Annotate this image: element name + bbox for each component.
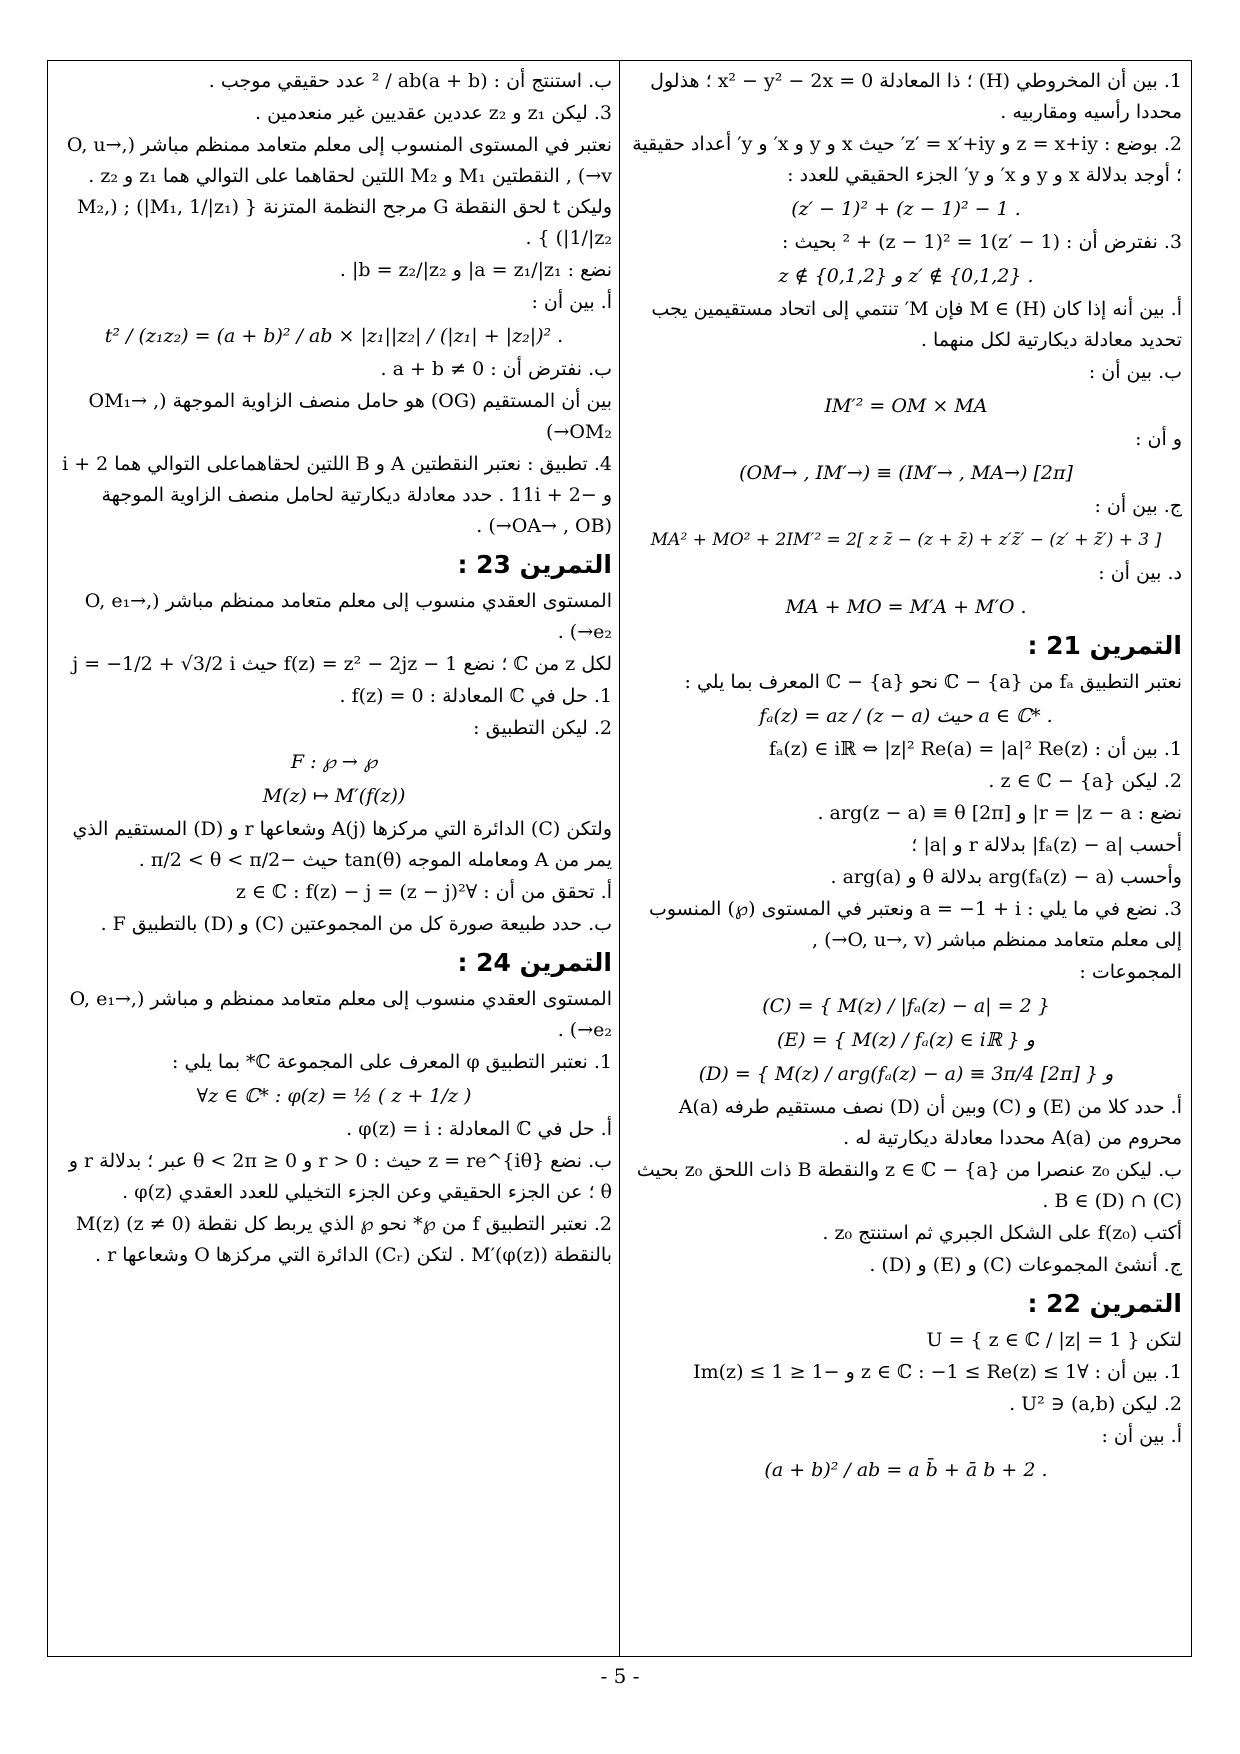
column-divider: [619, 60, 620, 1657]
exercise-22-title: التمرين 22 :: [1027, 1289, 1182, 1318]
page-number: - 5 -: [600, 1664, 640, 1688]
r-q2a: 2. بوضع : z = x+iy و z′ = x′+iy′ حيث x و y و x′ و y′ أعداد حقيقية ؛ أوجد بدلالة x و y و x′ و y′ الجزء الحقيقي للعدد :: [632, 133, 1182, 186]
l-q3: 3. ليكن z₁ و z₂ عددين عقديين غير منعدمين .: [255, 102, 612, 124]
ex24-q1-math: ∀z ∈ ℂ* : φ(z) = ½ ( z + 1/z ): [196, 1085, 472, 1107]
ex21-q3-b2: أكتب f(z₀) على الشكل الجبري ثم استنتج z₀ .: [822, 1222, 1182, 1244]
r-q3-b-and: و أن :: [1135, 428, 1182, 450]
ex21-intro: نعتبر التطبيق fₐ من ℂ − {a} نحو ℂ − {a} المعرف بما يلي :: [684, 671, 1182, 693]
r-q3-a: أ. بين أنه إذا كان M ∈ (H) فإن M′ تنتمي إلى اتحاد مستقيمين يجب تحديد معادلة ديكارتية لكل منهما .: [651, 298, 1182, 351]
r-q3-math: z ∉ {0,1,2} و z′ ∉ {0,1,2} .: [778, 265, 1034, 287]
r-q3-d-math: MA + MO = M′A + M′O .: [785, 596, 1027, 618]
r-q2-math: (z′ − 1)² + (z − 1)² − 1 .: [791, 198, 1021, 220]
ex21-def: fₐ(z) = az / (z − a) حيث a ∈ ℂ* .: [759, 705, 1053, 727]
ex22-q2-a-label: أ. بين أن :: [1101, 1425, 1182, 1447]
r-q3-c-label: ج. بين أن :: [1094, 495, 1182, 517]
r-q3-d-label: د. بين أن :: [1098, 562, 1182, 584]
ex21-q2-c2: وأحسب arg(fₐ(z) − a) بدلالة θ و arg(a) .: [830, 866, 1182, 888]
ex21-q3-c: ج. أنشئ المجموعات (C) و (E) و (D) .: [869, 1254, 1182, 1276]
r-q3-c-math: MA² + MO² + 2IM′² = 2[ z z̄ − (z + z̄) + z′z̄′ − (z′ + z̄′) + 3 ]: [650, 530, 1162, 550]
ex24-intro: المستوى العقدي منسوب إلى معلم متعامد ممنظم و مباشر (O, e₁→, e₂→) .: [69, 988, 612, 1041]
l-q3-set: نضع : a = z₁/|z₁| و b = z₂/|z₂| .: [339, 259, 612, 281]
ex21-q2: 2. ليكن z ∈ ℂ − {a} .: [988, 770, 1182, 792]
exercise-21-title: التمرين 21 :: [1027, 631, 1182, 660]
r-q3-b-math1: IM′² = OM × MA: [824, 395, 988, 417]
right-column: [630, 66, 1182, 1651]
exercise-23-title: التمرين 23 :: [457, 550, 612, 579]
l-b-deduce: ب. استنتج أن : (a + b)² / ab عدد حقيقي موجب .: [208, 70, 612, 92]
l-q3-b2: ب. نفترض أن : a + b ≠ 0 .: [380, 358, 612, 380]
ex23-def: لكل z من ℂ ؛ نضع f(z) = z² − 2jz − 1 حيث j = −1/2 + √3/2 i: [72, 653, 612, 675]
ex21-set-e: (E) = { M(z) / fₐ(z) ∈ iℝ } و: [777, 1029, 1035, 1051]
l-q3-a-math: t² / (z₁z₂) = (a + b)² / ab × |z₁||z₂| / (|z₁| + |z₂|)² .: [104, 325, 564, 347]
ex24-q1-a: أ. حل في ℂ المعادلة : φ(z) = i .: [346, 1118, 612, 1140]
ex21-set-c: (C) = { M(z) / |fₐ(z) − a| = 2 }: [762, 995, 1050, 1017]
ex22-q2: 2. ليكن (a,b) ∈ U² .: [1009, 1393, 1182, 1415]
ex22-intro: لتكن U = { z ∈ ℂ / |z| = 1 }: [926, 1329, 1182, 1351]
ex23-q1: 1. حل في ℂ المعادلة : f(z) = 0 .: [339, 685, 612, 707]
left-column: [56, 66, 612, 1651]
ex22-q1: 1. بين أن : ∀z ∈ ℂ : −1 ≤ Re(z) ≤ 1 و −1 ≤ Im(z) ≤ 1: [693, 1361, 1182, 1383]
ex23-intro: المستوى العقدي منسوب إلى معلم متعامد ممنظم مباشر (O, e₁→, e₂→) .: [84, 590, 612, 643]
ex21-q1: 1. بين أن : fₐ(z) ∈ iℝ ⇔ |z|² Re(a) = |a|² Re(z): [769, 738, 1182, 760]
l-q3-b2-t: بين أن المستقيم (OG) هو حامل منصف الزاوية الموجهة (OM₁→ , OM₂→): [88, 390, 612, 443]
ex23-q2-b: ب. حدد طبيعة صورة كل من المجموعتين (C) و (D) بالتطبيق F .: [100, 913, 612, 935]
ex21-set-d: (D) = { M(z) / arg(fₐ(z) − a) ≡ 3π/4 [2π] } و: [698, 1063, 1114, 1085]
ex22-q2-a-math: (a + b)² / ab = a b̄ + ā b + 2 .: [764, 1459, 1048, 1481]
ex23-q2-a: أ. تحقق من أن : ∀z ∈ ℂ : f(z) − j = (z − j)²: [235, 881, 612, 903]
ex23-map1: F : ℘ → ℘: [290, 751, 378, 773]
ex21-q3-sets: المجموعات :: [1079, 961, 1182, 983]
ex21-q3-a: أ. حدد كلا من (E) و (C) وبين أن (D) نصف مستقيم طرفه A(a) محروم من A(a) محددا معادلة ديكارتية له .: [678, 1096, 1182, 1149]
ex23-map2: M(z) ↦ M′(f(z)): [262, 785, 406, 807]
r-q3a: 3. نفترض أن : (z′ − 1)² + (z − 1)² = 1 بحيث :: [782, 231, 1182, 253]
ex24-q2: 2. نعتبر التطبيق f من ℘* نحو ℘ الذي يربط كل نقطة M(z) (z ≠ 0) بالنقطة M′(φ(z)) . لتكن (Cᵣ) الدائرة التي مركزها O وشعاعها r .: [75, 1213, 612, 1266]
ex21-q2-set: نضع : r = |z − a| و arg(z − a) ≡ θ [2π] .: [817, 802, 1182, 824]
ex23-q2-t: ولتكن (C) الدائرة التي مركزها A(j) وشعاعها r و (D) المستقيم الذي يمر من A ومعامله الموجه tan(θ) حيث −π/2 < θ < π/2 .: [72, 818, 612, 871]
r-q3-b-math2: (OM→ , IM′→) ≡ (IM′→ , MA→) [2π]: [739, 462, 1073, 484]
l-q3-a-label: أ. بين أن :: [531, 291, 612, 313]
r-q1: 1. بين أن المخروطي (H) ؛ ذا المعادلة x² − y² − 2x = 0 ؛ هذلول محددا رأسيه ومقاربيه .: [650, 70, 1182, 123]
ex21-q3-b: ب. ليكن z₀ عنصرا من z ∈ ℂ − {a} والنقطة B ذات اللحق z₀ بحيث B ∈ (D) ∩ (C) .: [636, 1159, 1182, 1212]
ex21-q2-c1: أحسب |fₐ(z) − a| بدلالة r و |a| ؛: [911, 834, 1182, 856]
exercise-24-title: التمرين 24 :: [457, 948, 612, 977]
ex24-q1-b: ب. نضع z = re^{iθ} حيث : r > 0 و 0 ≤ θ < 2π عبر ؛ بدلالة r و θ ؛ عن الجزء الحقيقي وعن الجزء التخيلي للعدد العقدي φ(z) .: [68, 1150, 612, 1203]
ex21-q3: 3. نضع في ما يلي : a = −1 + i ونعتبر في المستوى (℘) المنسوب إلى معلم متعامد ممنظم مباشر (O, u→, v→) ,: [648, 898, 1182, 951]
r-q3-b-label: ب. بين أن :: [1088, 361, 1182, 383]
l-q4: 4. تطبيق : نعتبر النقطتين A و B اللتين لحقاهماعلى التوالي هما 2 + i و −2 + 11i . حدد معادلة ديكارتية لحامل منصف الزاوية الموجهة (OA→ , OB→) .: [62, 453, 612, 537]
l-q3-b: نعتبر في المستوى المنسوب إلى معلم متعامد ممنظم مباشر (O, u→, v→) , النقطتين M₁ و M₂ اللتين لحقاهما على التوالي هما z₁ و z₂ . وليكن t لحق النقطة G مرجح النظمة المتزنة { (M₁, 1/|z₁|) ; (M₂, 1/|z₂|) } .: [66, 134, 612, 249]
ex23-q2: 2. ليكن التطبيق :: [473, 717, 612, 739]
ex24-q1: 1. نعتبر التطبيق φ المعرف على المجموعة ℂ* بما يلي :: [172, 1051, 612, 1073]
